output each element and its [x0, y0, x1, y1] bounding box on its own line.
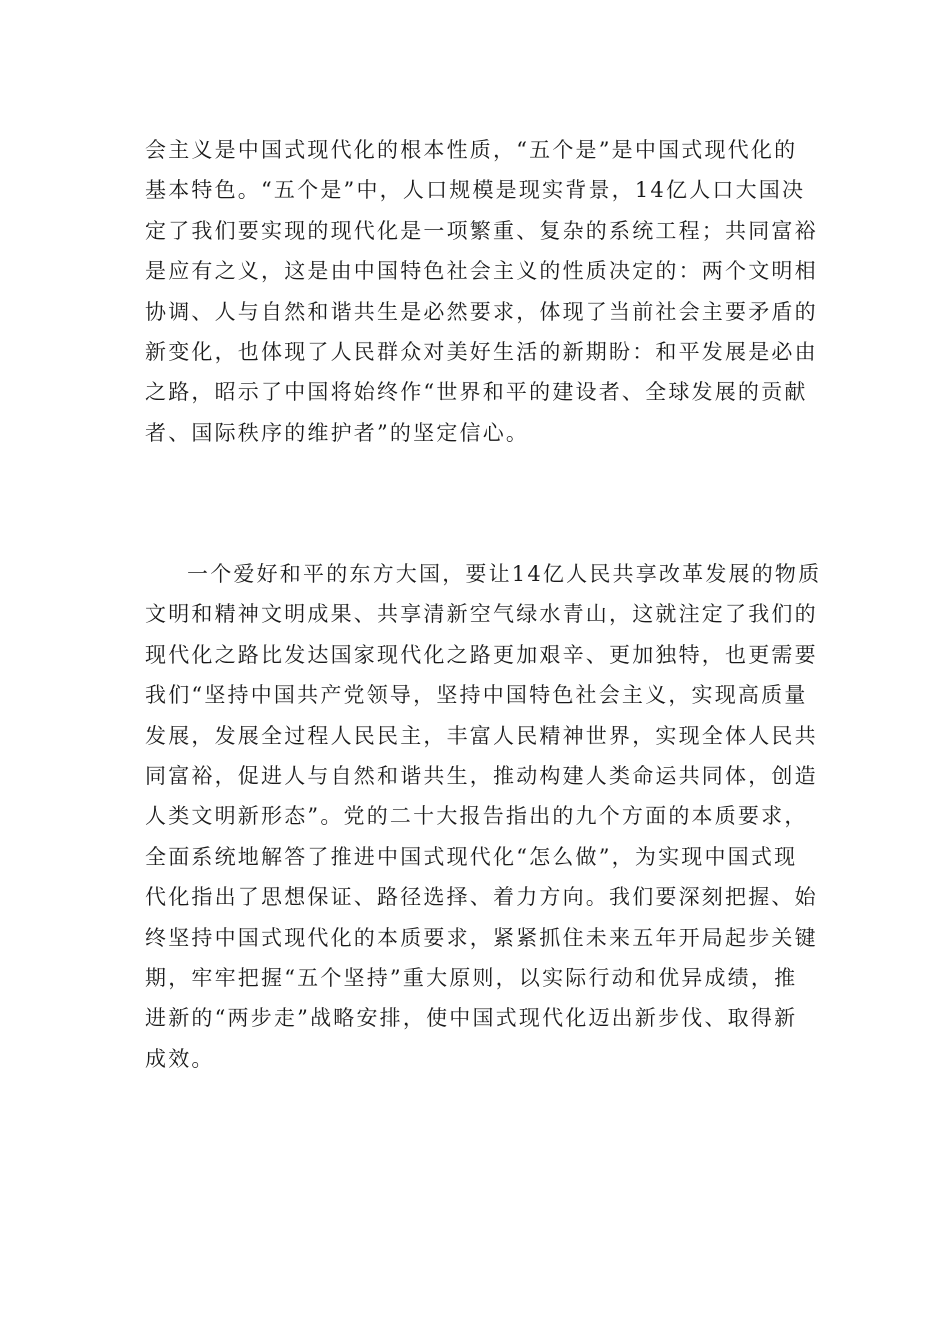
- text-line: 协调、人与自然和谐共生是必然要求，体现了当前社会主要矛盾的: [145, 299, 818, 324]
- text-line: 是应有之义，这是由中国特色社会主义的性质决定的：两个文明相: [145, 259, 818, 284]
- text-line: 代化指出了思想保证、路径选择、着力方向。我们要深刻把握、始: [145, 885, 818, 910]
- text-line: 新变化，也体现了人民群众对美好生活的新期盼：和平发展是必由: [145, 339, 818, 364]
- paragraph-1: [145, 130, 818, 453]
- paragraph-2: [145, 554, 822, 1079]
- text-line: 终坚持中国式现代化的本质要求，紧紧抓住未来五年开局起步关键: [145, 925, 818, 950]
- text-line: 成效。: [145, 1046, 215, 1071]
- text-line: 期，牢牢把握“五个坚持”重大原则，以实际行动和优异成绩，推: [145, 965, 798, 990]
- text-line: 一个爱好和平的东方大国，要让14亿人民共享改革发展的物质: [187, 562, 822, 586]
- text-line: 同富裕，促进人与自然和谐共生，推动构建人类命运共同体，创造: [145, 763, 818, 788]
- text-line: 人类文明新形态”。党的二十大报告指出的九个方面的本质要求，: [145, 804, 808, 829]
- text-line: 之路，昭示了中国将始终作“世界和平的建设者、全球发展的贡献: [145, 380, 808, 405]
- text-line: 进新的“两步走”战略安排，使中国式现代化迈出新步伐、取得新: [145, 1006, 798, 1031]
- text-line: 现代化之路比发达国家现代化之路更加艰辛、更加独特，也更需要: [145, 642, 818, 667]
- text-line: 会主义是中国式现代化的根本性质，“五个是”是中国式现代化的: [145, 138, 798, 162]
- text-line: 者、国际秩序的维护者”的坚定信心。: [145, 420, 530, 445]
- text-line: 我们“坚持中国共产党领导，坚持中国特色社会主义，实现高质量: [145, 683, 808, 708]
- text-line: 基本特色。“五个是”中，人口规模是现实背景，14亿人口大国决: [145, 178, 806, 203]
- text-line: 文明和精神文明成果、共享清新空气绿水青山，这就注定了我们的: [145, 602, 818, 627]
- text-line: 发展，发展全过程人民民主，丰富人民精神世界，实现全体人民共: [145, 723, 818, 748]
- text-line: 定了我们要实现的现代化是一项繁重、复杂的系统工程；共同富裕: [145, 218, 818, 243]
- text-line: 全面系统地解答了推进中国式现代化“怎么做”，为实现中国式现: [145, 844, 798, 869]
